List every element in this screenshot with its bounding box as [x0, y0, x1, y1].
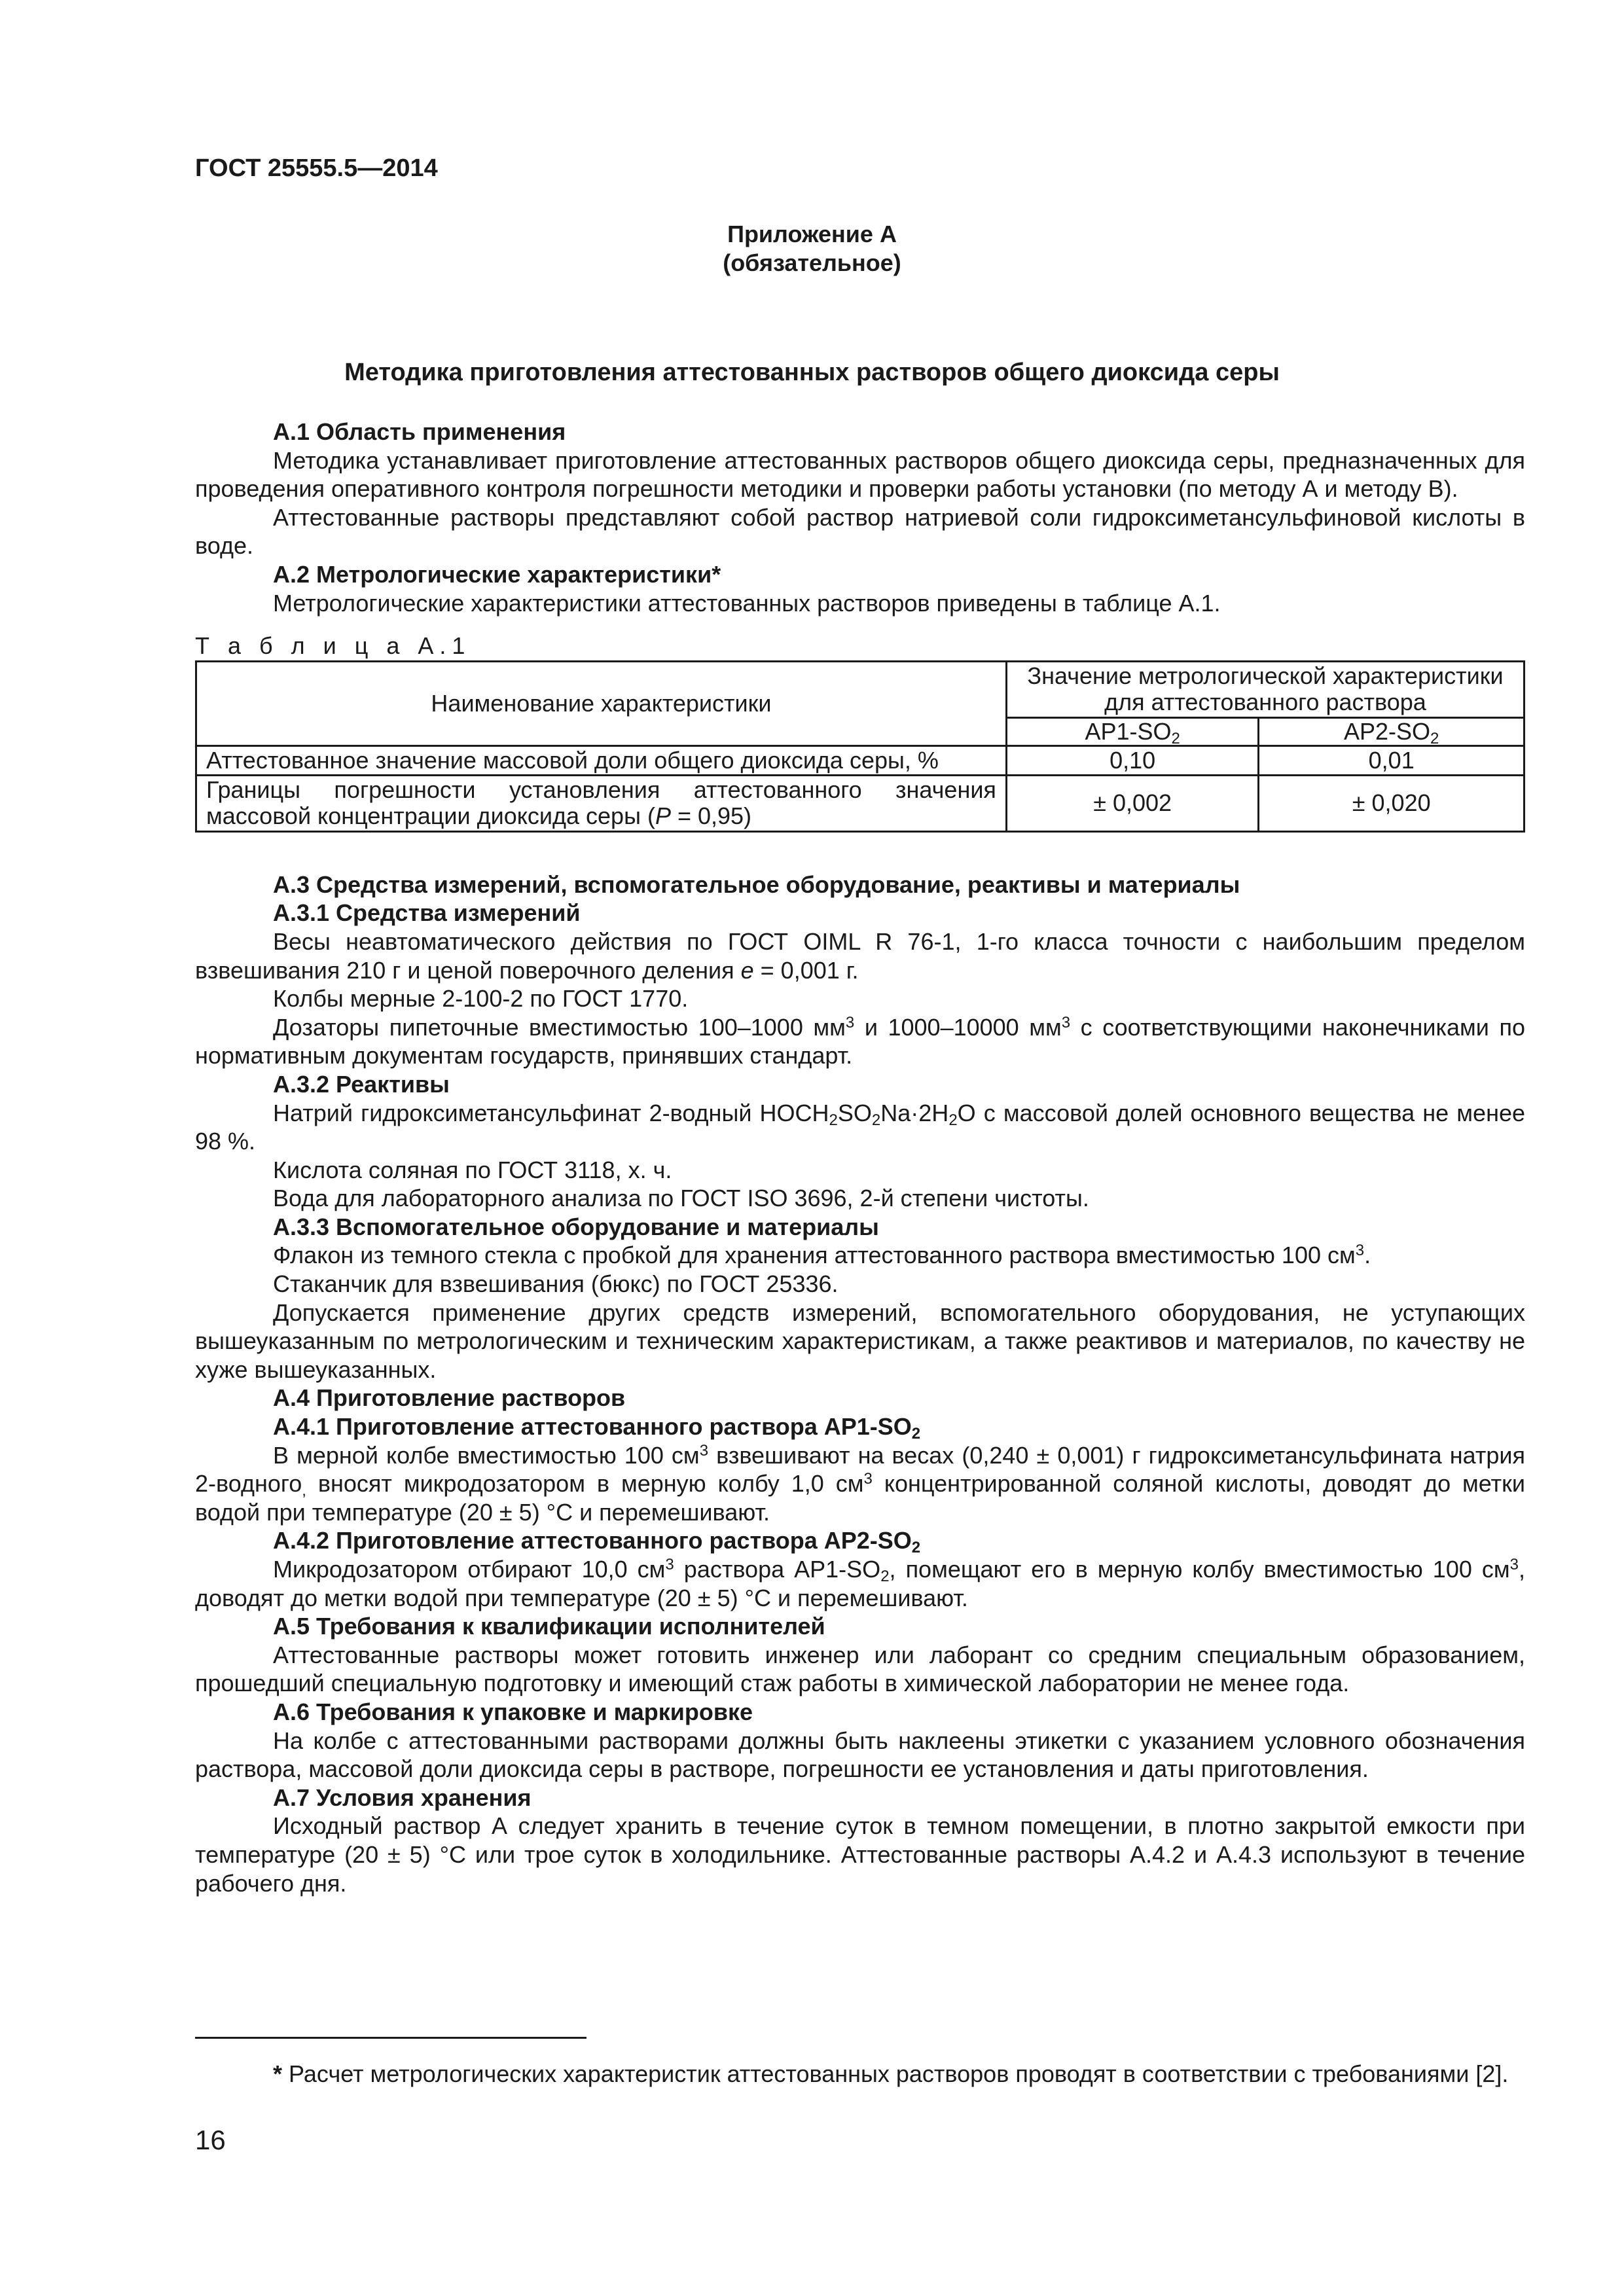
table-col-ap1: [1006, 717, 1258, 745]
heading-text: А.4.1 Приготовление аттестованного раствора АР1-SO: [273, 1413, 912, 1441]
text: и 1000–10000 мм: [854, 1013, 1062, 1041]
col-label: АР2-SO: [1343, 717, 1431, 745]
footnote-marker: *: [273, 2060, 283, 2087]
section-a33-heading: А.3.3 Вспомогательное оборудование и материалы: [273, 1213, 879, 1240]
paragraph: Аттестованные растворы может готовить инженер или лаборант со средним специальным образованием, прошедший специальную подготовку и имеющий стаж работы в химической лаборатории не менее года.: [195, 1641, 1525, 1697]
paragraph: Колбы мерные 2-100-2 по ГОСТ 1770.: [273, 985, 689, 1013]
section-a42-heading: [195, 1526, 1525, 1555]
paragraph: Стаканчик для взвешивания (бюкс) по ГОСТ 25336.: [273, 1270, 839, 1298]
section-a4-heading: А.4 Приготовление растворов: [273, 1384, 626, 1412]
appendix-note: (обязательное): [723, 249, 901, 276]
text: Весы неавтоматического действия по ГОСТ OIML R 76-1, 1-го класса точности с наибольшим пределом взвешивания 210 г и ценой поверочного деления: [195, 927, 1525, 984]
text: с соответствующими наконечниками по нормативным документам государств, принявших стандарт.: [195, 1013, 1525, 1069]
text: раствора АР1-SO: [674, 1556, 881, 1583]
section-a7-heading: А.7 Условия хранения: [273, 1784, 532, 1811]
subscript: 2: [911, 1425, 921, 1443]
superscript: 3: [863, 1470, 873, 1488]
paragraph: Методика устанавливает приготовление аттестованных растворов общего диоксида серы, предназначенных для проведения оперативного контроля погрешности методики и проверки работы установки (по методу А и методу В).: [195, 446, 1525, 503]
col-label: АР1-SO: [1085, 717, 1172, 745]
paragraph: [195, 1441, 1525, 1527]
page-number: 16: [195, 2125, 226, 2155]
table-cell: ± 0,002: [1006, 775, 1258, 831]
superscript: 3: [845, 1013, 855, 1031]
variable: е: [740, 956, 754, 984]
appendix-title: Методика приготовления аттестованных растворов общего диоксида серы: [344, 359, 1280, 386]
table-head-value: Значение метрологической характеристики для аттестованного раствора: [1006, 661, 1524, 717]
section-a3-heading: А.3 Средства измерений, вспомогательное оборудование, реактивы и материалы: [273, 870, 1240, 898]
paragraph: Метрологические характеристики аттестованных растворов приведены в таблице А.1.: [273, 589, 1221, 617]
cell-text: Границы погрешности установления аттестованного значения массовой концентрации диоксида серы (: [206, 776, 996, 830]
paragraph: [195, 1013, 1525, 1070]
table-row: [196, 775, 1525, 831]
table-caption: Т а б л и ц а А.1: [195, 632, 471, 660]
text: Флакон из темного стекла с пробкой для хранения аттестованного раствора вместимостью 100 см: [273, 1242, 1356, 1269]
footnote: [195, 2060, 1525, 2088]
subscript: 2: [871, 1111, 881, 1129]
text: = 0,001 г.: [753, 956, 859, 984]
superscript: 3: [1355, 1242, 1365, 1260]
paragraph: [195, 1555, 1525, 1612]
appendix-heading: [0, 220, 1624, 278]
text: O с массовой долей основного вещества не менее 98 %.: [195, 1099, 1525, 1155]
heading-text: А.4.2 Приготовление аттестованного раствора АР2-SO: [273, 1527, 912, 1554]
appendix-label: Приложение А: [727, 221, 897, 247]
paragraph: [195, 1099, 1525, 1156]
table-head-name: Наименование характеристики: [196, 661, 1007, 745]
paragraph: На колбе с аттестованными растворами должны быть наклеены этикетки с указанием условного обозначения раствора, массовой доли диоксида серы в растворе, погрешности ее установления и даты приготовления.: [195, 1727, 1525, 1783]
footnote-ref: *: [712, 560, 721, 588]
table-a1: [195, 660, 1525, 833]
table-cell: Аттестованное значение массовой доли общего диоксида серы, %: [196, 745, 1007, 775]
heading-text: А.2 Метрологические характеристики: [273, 560, 712, 588]
paragraph: Исходный раствор А следует хранить в течение суток в темном помещении, в плотно закрытой емкости при температуре (20 ± 5) °С или трое суток в холодильнике. Аттестованные растворы А.4.2 и А.4.3 используют в течение рабочего дня.: [195, 1812, 1525, 1897]
superscript: 3: [1509, 1556, 1519, 1573]
paragraph: Кислота соляная по ГОСТ 3118, х. ч.: [273, 1156, 672, 1183]
subscript: 2: [948, 1111, 958, 1129]
superscript: 3: [699, 1441, 709, 1460]
superscript: 3: [665, 1556, 674, 1573]
footnote-text: Расчет метрологических характеристик аттестованных растворов проводят в соответствии с требованиями [2].: [289, 2060, 1509, 2087]
text: , доводят до метки водой при температуре (20 ± 5) °С и перемешивают.: [195, 1556, 1526, 1611]
paragraph: Допускается применение других средств измерений, вспомогательного оборудования, не уступающих вышеуказанным по метрологическим и техническим характеристикам, а также реактивов и материалов, по качеству не хуже вышеуказанных.: [195, 1299, 1525, 1383]
subscript: 2: [880, 1568, 890, 1585]
paragraph: Аттестованные растворы представляют собой раствор натриевой соли гидроксиметансульфиновой кислоты в воде.: [195, 503, 1525, 560]
section-a31-heading: А.3.1 Средства измерений: [273, 899, 581, 927]
paragraph: [195, 1241, 1525, 1270]
section-a32-heading: А.3.2 Реактивы: [273, 1070, 450, 1098]
text: .: [1364, 1242, 1371, 1269]
document-body: [195, 418, 1525, 1897]
superscript: 3: [1061, 1013, 1071, 1031]
section-a1-heading: А.1 Область применения: [273, 418, 566, 445]
text: Микродозатором отбирают 10,0 см: [273, 1556, 666, 1583]
text: Na·2H: [880, 1099, 949, 1126]
table-col-ap2: [1259, 717, 1525, 745]
text: Дозаторы пипеточные вместимостью 100–1000 мм: [273, 1013, 846, 1041]
variable: Р: [655, 802, 671, 830]
table-cell: 0,01: [1259, 745, 1525, 775]
subscript: ,: [302, 1482, 306, 1500]
text: В мерной колбе вместимостью 100 см: [273, 1441, 700, 1469]
text: , помещают его в мерную колбу вместимостью 100 см: [889, 1556, 1510, 1583]
text: Натрий гидроксиметансульфинат 2-водный HOCH: [273, 1099, 829, 1126]
cell-text: = 0,95): [670, 802, 752, 830]
table-cell: 0,10: [1006, 745, 1258, 775]
paragraph: [195, 927, 1525, 984]
table-row: [196, 745, 1525, 775]
subscript: 2: [829, 1111, 838, 1129]
section-a6-heading: А.6 Требования к упаковке и маркировке: [273, 1698, 753, 1725]
section-a41-heading: [195, 1412, 1525, 1441]
table-cell: ± 0,020: [1259, 775, 1525, 831]
subscript: 2: [911, 1539, 921, 1557]
section-a5-heading: А.5 Требования к квалификации исполнителей: [273, 1613, 825, 1640]
subscript: 2: [1430, 729, 1439, 747]
subscript: 2: [1171, 729, 1180, 747]
footnote-divider: [195, 2037, 586, 2039]
text: концентрированной соляной кислоты, доводят до метки водой при температуре (20 ± 5) °С и перемешивают.: [195, 1470, 1525, 1526]
text: SO: [837, 1099, 872, 1126]
text: вносят микродозатором в мерную колбу 1,0 см: [306, 1470, 864, 1498]
section-a2-heading: [195, 560, 1525, 589]
table-cell: [196, 775, 1007, 831]
text: взвешивают на весах (0,240 ± 0,001) г гидроксиметансульфината натрия 2-водного: [195, 1441, 1525, 1498]
paragraph: Вода для лабораторного анализа по ГОСТ ISO 3696, 2-й степени чистоты.: [273, 1185, 1089, 1212]
document-header: ГОСТ 25555.5—2014: [195, 154, 438, 182]
